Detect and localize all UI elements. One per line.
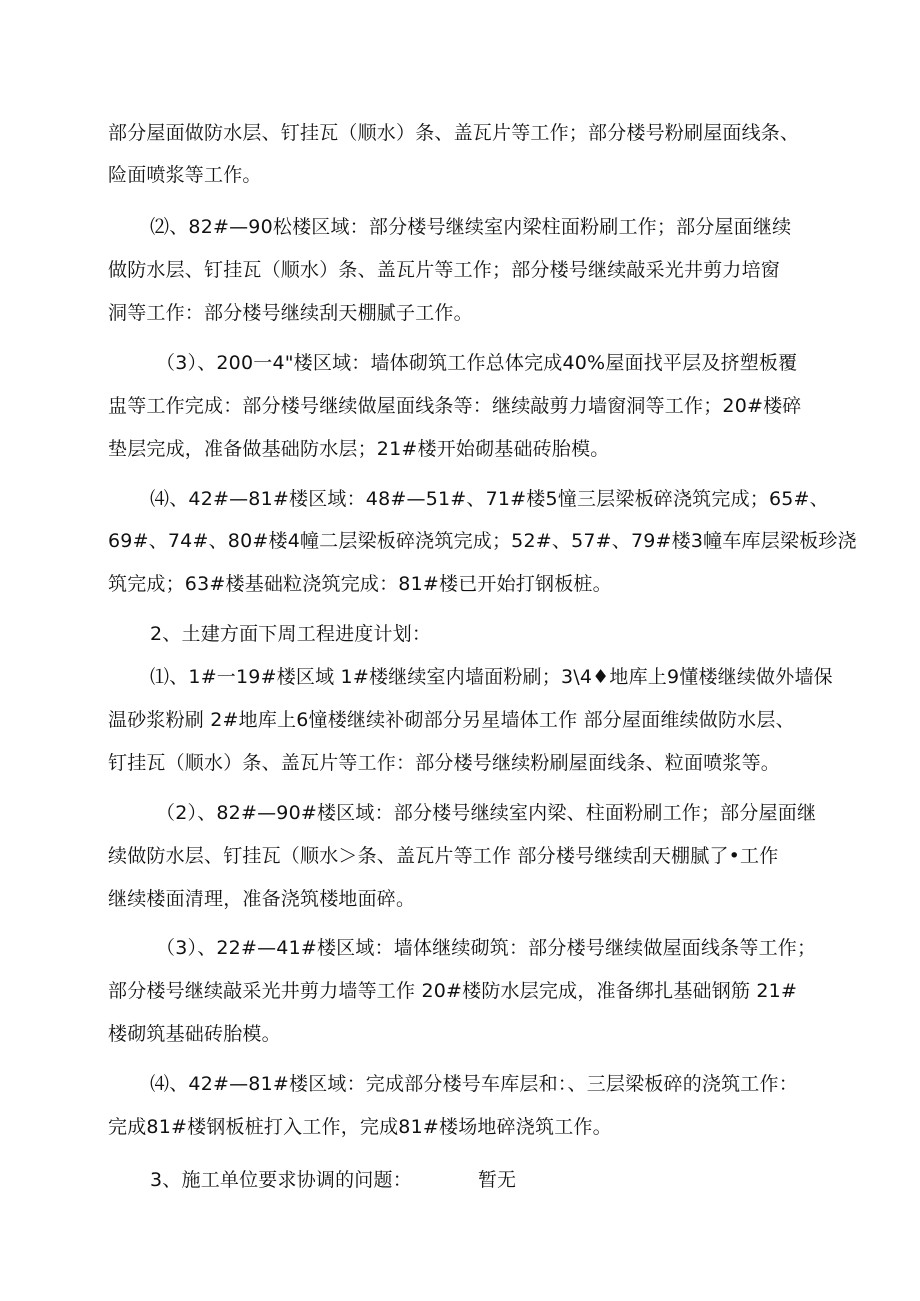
section-heading: 3、施工单位要求协调的问题： bbox=[150, 1169, 412, 1191]
paragraph-line: ⑵、82#—90松楼区域：部分楼号继续室内梁柱面粉刷工作；部分屋面继续 bbox=[150, 216, 792, 238]
paragraph-line: 垫层完成，准备做基础防水层；21#楼开始砌基础砖胎模。 bbox=[108, 438, 610, 460]
paragraph-line: （3）、200一4"楼区域：墙体砌筑工作总体完成40%屋面找平层及挤塑板覆 bbox=[156, 352, 798, 374]
section-heading: 2、土建方面下周工程进度计划： bbox=[150, 623, 432, 645]
paragraph-line: 筑完成；63#楼基础粒浇筑完成：81#楼已开始打钢板桩。 bbox=[108, 573, 612, 595]
paragraph-line: 部分屋面做防水层、钉挂瓦（顺水）条、盖瓦片等工作；部分楼号粉刷屋面线条、 bbox=[108, 122, 800, 144]
paragraph-line: 69#、74#、80#楼4幢二层梁板碎浇筑完成；52#、57#、79#楼3幢车库层梁板珍浇 bbox=[108, 530, 857, 552]
paragraph-line: 续做防水层、钉挂瓦（顺水＞条、盖瓦片等工作 部分楼号继续刮天棚腻了•工作 bbox=[108, 845, 779, 867]
paragraph-line: 洞等工作：部分楼号继续刮天棚腻子工作。 bbox=[108, 302, 473, 324]
paragraph-line: 温砂浆粉刷 2#地库上6憧楼继续补砌部分另星墙体工作 部分屋面维续做防水层、 bbox=[108, 709, 795, 731]
paragraph-line: 做防水层、钉挂瓦（顺水）条、盖瓦片等工作；部分楼号继续敲采光井剪力培窗 bbox=[108, 259, 781, 281]
paragraph-line: 险面喷浆等工作。 bbox=[108, 164, 262, 186]
paragraph-line: 钉挂瓦（顺水）条、盖瓦片等工作：部分楼号继续粉刷屋面线条、粒面喷浆等。 bbox=[108, 752, 781, 774]
answer-text: 暂无 bbox=[478, 1169, 517, 1191]
paragraph-line: （3）、22#—41#楼区域：墙体继续砌筑：部分楼号继续做屋面线条等工作； bbox=[156, 937, 817, 959]
paragraph-line: （2）、82#—90#楼区域：部分楼号继续室内梁、柱面粉刷工作；部分屋面继 bbox=[156, 802, 817, 824]
paragraph-line: 部分楼号继续敲采光井剪力墙等工作 20#楼防水层完成，准备绑扎基础钢筋 21# bbox=[108, 980, 798, 1002]
paragraph-line: 完成81#楼钢板桩打入工作，完成81#楼场地碎浇筑工作。 bbox=[108, 1116, 612, 1138]
paragraph-line: 盅等工作完成：部分楼号继续做屋面线条等：继续敲剪力墙窗洞等工作；20#楼碎 bbox=[108, 395, 802, 417]
paragraph-line: ⑷、42#—81#楼区域：完成部分楼号车库层和：、三层梁板碎的浇筑工作： bbox=[150, 1073, 798, 1095]
paragraph-line: ⑴、1#一19#楼区域 1#楼继续室内墙面粉刷；3\4♦地库上9懂楼继续做外墙保 bbox=[150, 666, 833, 688]
paragraph-line: 楼砌筑基础砖胎模。 bbox=[108, 1023, 281, 1045]
paragraph-line: 继续楼面清理，准备浇筑楼地面碎。 bbox=[108, 888, 416, 910]
paragraph-line: ⑷、42#—81#楼区域：48#—51#、71#楼5憧三层梁板碎浇筑完成；65#、 bbox=[150, 488, 829, 510]
